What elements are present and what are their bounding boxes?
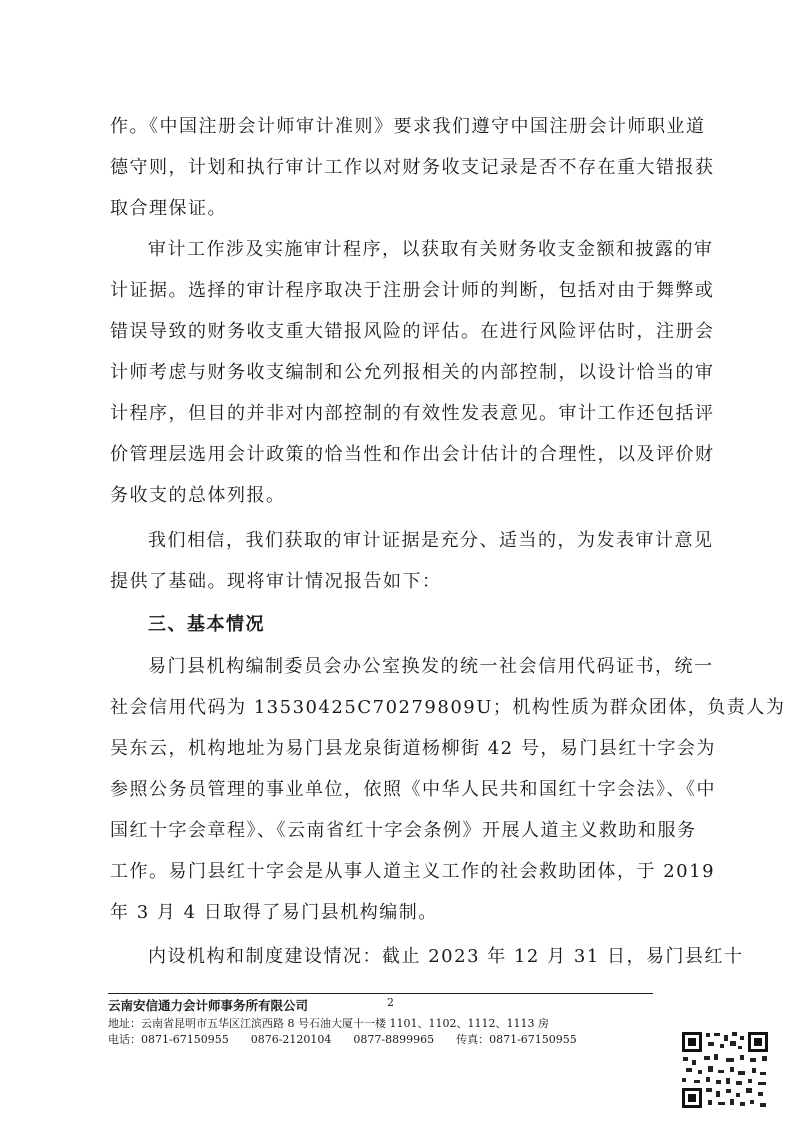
footer-divider [108,993,653,994]
text-line: 计程序，但目的并非对内部控制的有效性发表意见。审计工作还包括评 [110,403,715,424]
page-number: 2 [387,996,394,1009]
text-line: 德守则，计划和执行审计工作以对财务收支记录是否不存在重大错报获 [110,157,715,178]
footer-phones: 电话：0871-67150955 0876-2120104 0877-8899965 传真：0871-67150955 [108,1033,577,1046]
text-line: 务收支的总体列报。 [110,485,286,506]
text-line: 计师考虑与财务收支编制和公允列报相关的内部控制，以设计恰当的审 [110,362,715,383]
qr-code-icon [680,1030,770,1110]
text-line: 工作。易门县红十字会是从事人道主义工作的社会救助团体，于 2019 [110,861,716,882]
text-line: 国红十字会章程》、《云南省红十字会条例》开展人道主义救助和服务 [110,820,697,841]
text-line: 内设机构和制度建设情况：截止 2023 年 12 月 31 日，易门县红十 [148,946,744,967]
text-line: 吴东云，机构地址为易门县龙泉街道杨柳街 42 号，易门县红十字会为 [110,738,716,759]
text-line: 取合理保证。 [110,198,227,219]
text-line: 审计工作涉及实施审计程序，以获取有关财务收支金额和披露的审 [148,239,714,260]
text-line: 参照公务员管理的事业单位，依照《中华人民共和国红十字会法》、《中 [110,779,716,800]
footer-address: 地址：云南省昆明市五华区江滨西路 8 号石油大厦十一楼 1101、1102、1112、1113 房 [108,1017,549,1030]
text-line: 提供了基础。现将审计情况报告如下： [110,571,442,592]
text-line: 社会信用代码为 13530425C70279809U；机构性质为群众团体，负责人为 [110,697,786,718]
footer-company: 云南安信通力会计师事务所有限公司 [108,998,309,1013]
text-line: 计证据。选择的审计程序取决于注册会计师的判断，包括对由于舞弊或 [110,280,715,301]
text-line: 我们相信，我们获取的审计证据是充分、适当的，为发表审计意见 [148,530,714,551]
text-line: 价管理层选用会计政策的恰当性和作出会计估计的合理性，以及评价财 [110,444,715,465]
text-line: 年 3 月 4 日取得了易门县机构编制。 [110,902,438,923]
text-line: 作。《中国注册会计师审计准则》要求我们遵守中国注册会计师职业道 [110,116,706,137]
text-line: 错误导致的财务收支重大错报风险的评估。在进行风险评估时，注册会 [110,321,715,342]
text-line: 易门县机构编制委员会办公室换发的统一社会信用代码证书，统一 [148,656,714,677]
section-heading: 三、基本情况 [148,614,265,635]
